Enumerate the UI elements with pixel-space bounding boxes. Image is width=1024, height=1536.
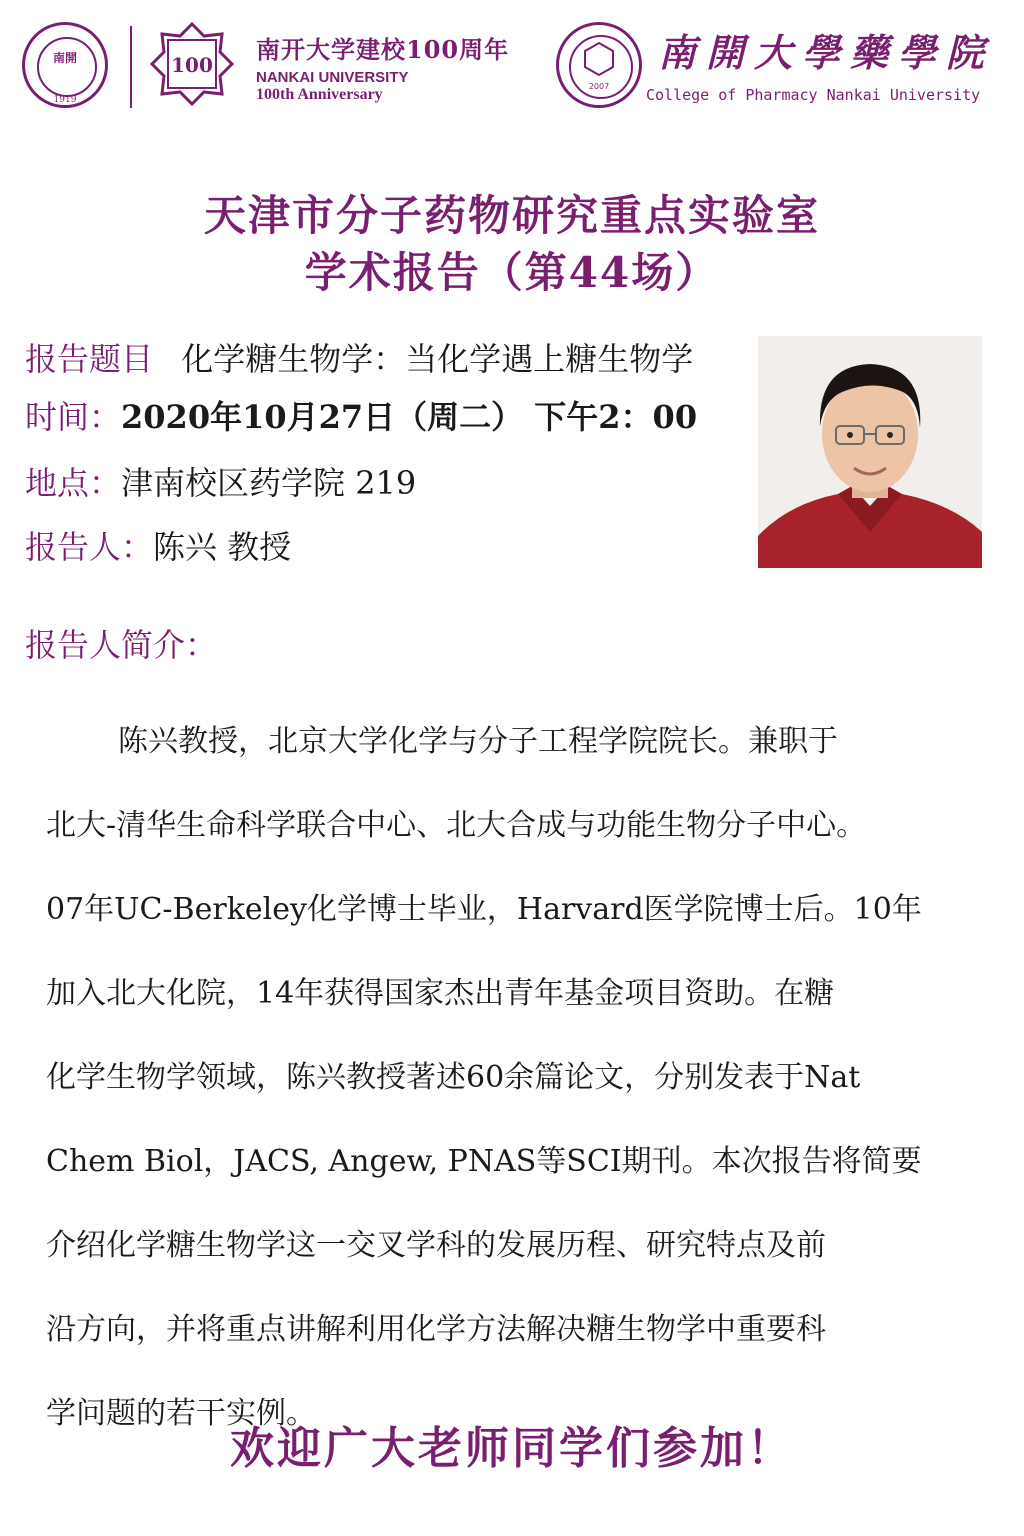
bio-line: 介绍化学糖生物学这一交叉学科的发展历程、研究特点及前	[46, 1228, 826, 1263]
bio-line: 陈兴教授，北京大学化学与分子工程学院院长。兼职于	[118, 724, 838, 759]
welcome-message: 欢迎广大老师同学们参加！	[230, 1423, 794, 1474]
bio-line: 化学生物学领域，陈兴教授著述60余篇论文，分别发表于Nat	[46, 1060, 861, 1095]
bio-line: 07年UC-Berkeley化学博士毕业，Harvard医学院博士后。10年	[46, 892, 922, 927]
anniversary-text	[256, 30, 509, 104]
college-name-cn: 南開大學藥學院	[658, 30, 995, 75]
bio-heading: 报告人简介：	[25, 626, 218, 664]
place-row	[25, 458, 416, 504]
anniversary-en-line1: NANKAI UNIVERSITY	[256, 69, 409, 86]
place-value: 津南校区药学院 219	[121, 464, 417, 502]
seal-stamp-text: 南開	[52, 51, 77, 65]
time-label: 时间：	[25, 398, 122, 436]
anniversary-badge-number: 100	[171, 53, 213, 77]
header-logos	[0, 0, 1024, 130]
page-title-line1: 天津市分子药物研究重点实验室	[203, 191, 820, 240]
bio-paragraph	[46, 700, 981, 1456]
header-divider	[130, 26, 132, 108]
page-title-line2: 学术报告（第44场）	[304, 248, 720, 297]
bio-line: 北大-清华生命科学联合中心、北大合成与功能生物分子中心。	[46, 808, 867, 843]
bio-line: 学问题的若干实例。	[46, 1396, 316, 1431]
nankai-university-seal-logo	[22, 22, 108, 108]
speaker-photo	[758, 336, 982, 568]
college-of-pharmacy-seal-logo	[556, 22, 642, 108]
topic-row	[25, 334, 693, 380]
anniversary-badge-logo	[150, 22, 234, 106]
anniversary-en-line2: 100th Anniversary	[256, 86, 383, 103]
bio-line: 沿方向，并将重点讲解利用化学方法解决糖生物学中重要科	[46, 1312, 826, 1347]
speaker-label: 报告人：	[25, 528, 154, 566]
seal-year: 1919	[53, 95, 77, 105]
speaker-row	[25, 522, 291, 568]
bio-line: 加入北大化院，14年获得国家杰出青年基金项目资助。在糖	[46, 976, 835, 1011]
anniversary-cn: 南开大学建校100周年	[256, 35, 510, 64]
college-name-en: College of Pharmacy Nankai University	[646, 86, 981, 104]
bio-line: Chem Biol，JACS, Angew, PNAS等SCI期刊。本次报告将简要	[46, 1144, 922, 1179]
speaker-value: 陈兴 教授	[153, 528, 292, 566]
topic-label: 报告题目	[25, 340, 154, 378]
time-row	[25, 392, 697, 438]
topic-value: 化学糖生物学：当化学遇上糖生物学	[181, 340, 694, 378]
time-value: 2020年10月27日（周二） 下午2：00	[121, 398, 698, 436]
college-seal-year: 2007	[588, 82, 610, 91]
place-label: 地点：	[25, 464, 122, 502]
